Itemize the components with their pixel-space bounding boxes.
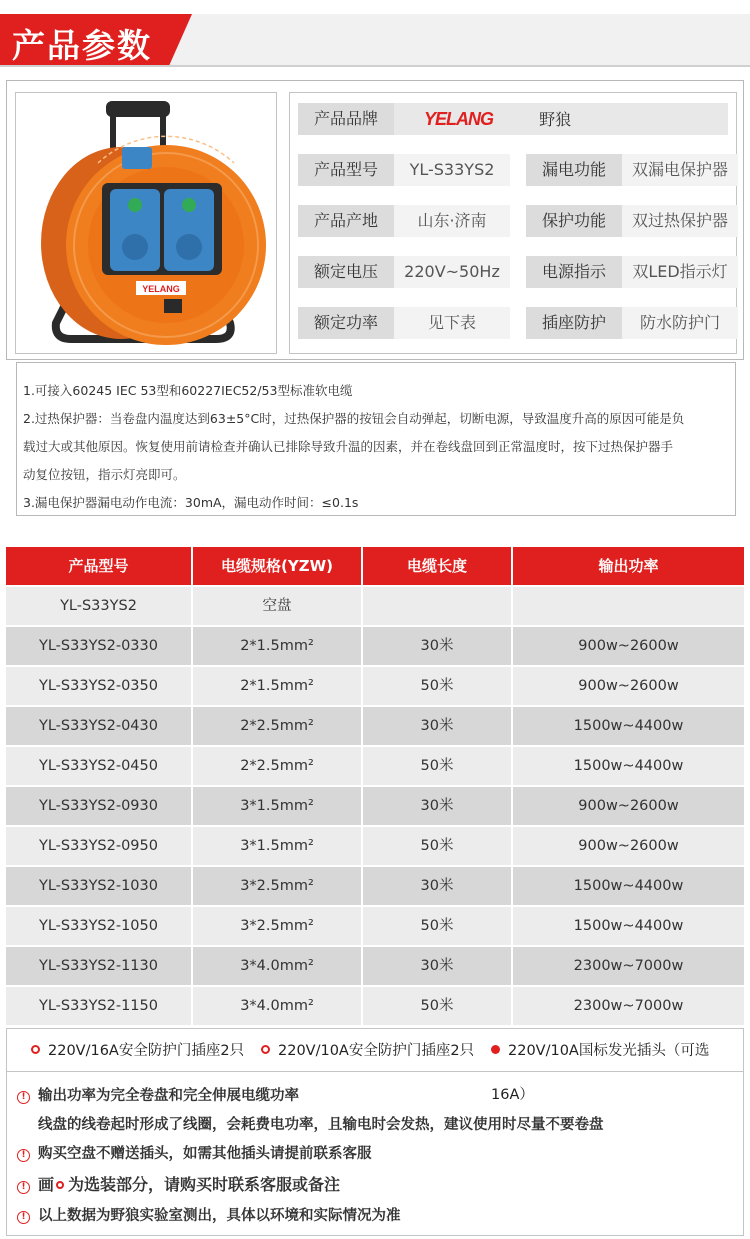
tips-section	[6, 1072, 744, 1236]
spec-label: 额定功率	[298, 307, 394, 339]
table-cell: 1500w~4400w	[513, 907, 744, 945]
table-cell: 3*1.5mm²	[193, 827, 361, 865]
spec-label: 额定电压	[298, 256, 394, 288]
product-image	[15, 92, 277, 354]
spec-value: 双过热保护器	[622, 205, 738, 237]
tip-text: 购买空盘不赠送插头，如需其他插头请提前联系客服	[38, 1146, 372, 1162]
note-line: 载过大或其他原因。恢复使用前请检查并确认已排除导致升温的因素，并在卷线盘回到正常温度时，按下过热保护器手	[23, 439, 674, 454]
table-cell: 900w~2600w	[513, 827, 744, 865]
hollow-circle-icon	[56, 1181, 64, 1189]
spec-value: 防水防护门	[622, 307, 738, 339]
spec-value: 山东·济南	[394, 205, 510, 237]
table-cell: 1500w~4400w	[513, 707, 744, 745]
reel-logo-text: YELANG	[142, 284, 180, 294]
tip-item	[17, 1142, 372, 1163]
table-header: 电缆规格(YZW)	[193, 547, 361, 585]
hollow-circle-icon	[261, 1045, 270, 1054]
note-line: 动复位按钮，指示灯亮即可。	[23, 467, 186, 482]
table-cell: YL-S33YS2	[6, 587, 191, 625]
spec-value: 见下表	[394, 307, 510, 339]
table-cell: 2*1.5mm²	[193, 627, 361, 665]
table-cell: 30米	[363, 627, 511, 665]
table-cell: 3*2.5mm²	[193, 867, 361, 905]
table-cell: 30米	[363, 947, 511, 985]
tip-item	[17, 1204, 401, 1225]
spec-row	[298, 256, 728, 288]
option-item	[261, 1029, 474, 1073]
table-cell: 2300w~7000w	[513, 987, 744, 1025]
table-cell: 50米	[363, 827, 511, 865]
product-overview	[6, 80, 744, 360]
tip-text: 输出功率为完全卷盘和完全伸展电缆功率	[38, 1088, 299, 1104]
table-cell: 2300w~7000w	[513, 947, 744, 985]
tip-item	[17, 1084, 299, 1105]
table-cell: 1500w~4400w	[513, 747, 744, 785]
note-line: 3.漏电保护器漏电动作电流：30mA，漏电动作时间：≤0.1s	[23, 495, 359, 510]
table-cell: YL-S33YS2-0350	[6, 667, 191, 705]
table-cell: YL-S33YS2-1130	[6, 947, 191, 985]
table-cell: 2*2.5mm²	[193, 707, 361, 745]
section-header	[0, 14, 750, 66]
page-title: 产品参数	[12, 26, 152, 65]
table-cell: 50米	[363, 907, 511, 945]
table-cell: YL-S33YS2-0330	[6, 627, 191, 665]
spec-label: 产品型号	[298, 154, 394, 186]
option-text: 220V/10A安全防护门插座2只	[278, 1043, 475, 1059]
spec-label: 漏电功能	[526, 154, 622, 186]
table-cell: YL-S33YS2-1150	[6, 987, 191, 1025]
spec-row-brand	[298, 103, 728, 135]
table-cell: 3*4.0mm²	[193, 987, 361, 1025]
spec-label: 产品产地	[298, 205, 394, 237]
table-cell: 30米	[363, 867, 511, 905]
table-cell	[513, 587, 744, 625]
table-cell: YL-S33YS2-1050	[6, 907, 191, 945]
warning-icon: !	[17, 1091, 30, 1104]
table-cell: 50米	[363, 667, 511, 705]
option-text: 220V/10A国标发光插头（可选16A）	[491, 1043, 710, 1103]
note-line: 2.过热保护器：当卷盘内温度达到63±5°C时，过热保护器的按钮会自动弹起，切断电源，导致温度升高的原因可能是负	[23, 411, 685, 426]
warning-icon: !	[17, 1181, 30, 1194]
option-text: 220V/16A安全防护门插座2只	[48, 1043, 245, 1059]
table-cell: 900w~2600w	[513, 787, 744, 825]
spec-row	[298, 307, 728, 339]
table-cell: 2*2.5mm²	[193, 747, 361, 785]
spec-brand-value	[394, 103, 728, 135]
usage-notes	[16, 362, 736, 516]
cable-reel-illustration	[16, 93, 276, 353]
table-cell: 1500w~4400w	[513, 867, 744, 905]
spec-label: 电源指示	[526, 256, 622, 288]
hollow-circle-icon	[31, 1045, 40, 1054]
spec-label: 插座防护	[526, 307, 622, 339]
tip-item	[17, 1172, 340, 1195]
table-cell: 900w~2600w	[513, 667, 744, 705]
table-cell: YL-S33YS2-0430	[6, 707, 191, 745]
tip-text: 以上数据为野狼实验室测出，具体以环境和实际情况为准	[38, 1208, 401, 1224]
table-cell: 50米	[363, 747, 511, 785]
table-cell: 空盘	[193, 587, 361, 625]
spec-row	[298, 205, 728, 237]
tip-text: 画	[38, 1175, 55, 1194]
table-cell: YL-S33YS2-0450	[6, 747, 191, 785]
table-cell: YL-S33YS2-1030	[6, 867, 191, 905]
spec-panel	[289, 92, 737, 354]
table-cell: 900w~2600w	[513, 627, 744, 665]
table-cell: 3*4.0mm²	[193, 947, 361, 985]
spec-value: 220V~50Hz	[394, 256, 510, 288]
table-header: 输出功率	[513, 547, 744, 585]
spec-label: 保护功能	[526, 205, 622, 237]
solid-circle-icon	[491, 1045, 500, 1054]
option-item	[31, 1029, 244, 1073]
brand-name: 野狼	[539, 110, 572, 129]
warning-icon: !	[17, 1149, 30, 1162]
brand-logo: YELANG	[424, 109, 494, 129]
table-cell: 50米	[363, 987, 511, 1025]
spec-value: 双漏电保护器	[622, 154, 738, 186]
table-header: 电缆长度	[363, 547, 511, 585]
spec-value: 双LED指示灯	[622, 256, 738, 288]
table-cell: 3*1.5mm²	[193, 787, 361, 825]
tip-subtext: 线盘的线卷起时形成了线圈，会耗费电功率，且输电时会发热，建议使用时尽量不要卷盘	[38, 1117, 604, 1133]
warning-icon: !	[17, 1211, 30, 1224]
table-cell: YL-S33YS2-0950	[6, 827, 191, 865]
table-cell: 30米	[363, 707, 511, 745]
spec-label: 产品品牌	[298, 103, 394, 135]
tip-text: 为选装部分，请购买时联系客服或备注	[68, 1175, 341, 1194]
table-cell	[363, 587, 511, 625]
table-cell: 2*1.5mm²	[193, 667, 361, 705]
spec-value: YL-S33YS2	[394, 154, 510, 186]
header-divider	[0, 65, 750, 67]
table-header: 产品型号	[6, 547, 191, 585]
spec-row	[298, 154, 728, 186]
table-cell: 30米	[363, 787, 511, 825]
note-line: 1.可接入60245 IEC 53型和60227IEC52/53型标准软电缆	[23, 383, 353, 398]
table-cell: 3*2.5mm²	[193, 907, 361, 945]
table-cell: YL-S33YS2-0930	[6, 787, 191, 825]
